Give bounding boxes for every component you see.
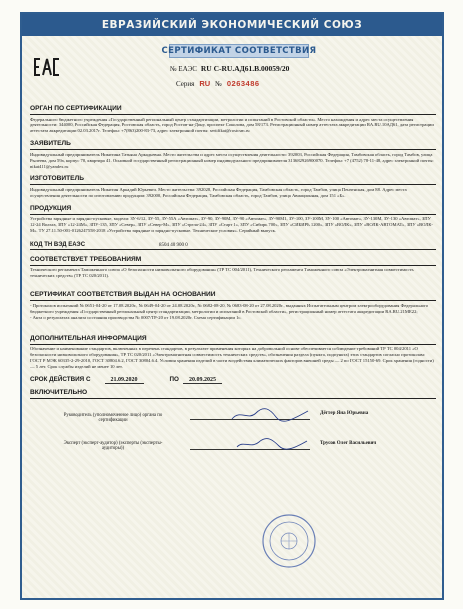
series-line [176,79,326,91]
divider [30,249,436,250]
head-signature-label: Руководитель (уполномоченное лицо) органа по сертификации [63,412,163,424]
applicant-text: Индивидуальный предприниматель Никитина Татьяна Аркадьевна. Место жительства и адрес места осуществления деятельности: 392003, Российская Федерация, Тамбовская область, город Тамбов, улица Рылеева, дом 59а, корпус 70, квартира 41. Основной государственный регистрационный номер индивидуального предпринимателя 313682926900070. Телефон: +7 (4752) 78-11-48, адрес электронной почты: nikat411@yandex.ru [30,151,434,169]
divider [30,398,436,399]
organ-text: Федерального бюджетного учреждения «Государственный региональный центр стандартизации, метрологии и испытаний в Ростовской области». Место нахождения и адрес места осуществления деятельности: 344000, Российская Федерация, Ростовская область, город Ростов-на-Дону, проспект Соколова, дом 58/173. Регистрационный номер аттестата аккредитации RA.RU.10АД61, дата регистрации аттестата аккредитации 02.03.2017г. Телефон: +7(863)200-83-73, адрес электронной почты: sertifikat@rostcsm.ru [30,116,434,134]
requirements-heading: СООТВЕТСТВУЕТ ТРЕБОВАНИЯМ [30,255,142,263]
divider [30,149,436,150]
expert-signature-scribble-icon [235,437,310,451]
divider [30,184,436,185]
seal-stamp-icon [260,512,318,570]
validity-to: 20.09.2025 [183,377,222,384]
series-prefix: № [215,80,222,88]
head-name: Дёгтер Яна Юрьевна [320,410,369,416]
registration-number: RU C-RU.АД61.В.00059/20 [200,64,290,73]
hs-code-value: 8504 40 900 0 [159,242,188,248]
validity-label: СРОК ДЕЙСТВИЯ С [30,375,91,383]
additional-text: Обозначение и наименование стандартов, включенных в перечень стандартов, в результате применения которых на добровольной основе обеспечивается соблюдение требований ТР ТС 004/2011 «О безопасности низковольтного оборудования», ТР ТС 020/2011 «Электромагнитная совместимость технических средств», обозначения раздела (пункта, подпункта) этих стандартов согласно протоколам: ГОСТ Р МЭК 60335-2-29-2010, ГОСТ 30804.6.2, ГОСТ 30804.6.4. Условия хранения изделий в части воздействия климатических факторов внешней среды — 2 по ГОСТ 15150-69. Срок хранения (годности) — 5 лет. Срок службы изделий не менее 10 лет. [30,346,434,369]
requirements-text: Технического регламента Таможенного союза «О безопасности низковольтного оборудования» (ТР ТС 004/2011), Технического регламента Таможенного союза «Электромагнитная совместимость технических средств» (ТР ТС 020/2011). [30,267,414,279]
additional-heading: ДОПОЛНИТЕЛЬНАЯ ИНФОРМАЦИЯ [30,334,147,342]
basis-heading: СЕРТИФИКАТ СООТВЕТСТВИЯ ВЫДАН НА ОСНОВАНИИ [30,291,216,299]
certificate-frame [20,12,444,600]
expert-name: Трусов Олег Васильевич [320,440,377,446]
validity-inclusive: ВКЛЮЧИТЕЛЬНО [30,388,88,396]
manufacturer-heading: ИЗГОТОВИТЕЛЬ [30,175,84,183]
divider [30,265,436,266]
series-label: Серия [176,80,195,88]
validity-from: 21.09.2020 [105,377,144,384]
signature-block [30,407,436,459]
registration-number-line [170,64,410,75]
expert-signature-label: Эксперт (эксперт-аудитор) (эксперты (эксперты-аудиторы)) [63,440,163,452]
basis-text-act: - Акта о результатах анализа состояния производства № 0007/ТР-20 от 19.08.2020г. Схема сертификации 1с. [30,314,242,320]
union-banner: ЕВРАЗИЙСКИЙ ЭКОНОМИЧЕСКИЙ СОЮЗ [22,14,442,36]
validity-to-label: ПО [169,375,179,383]
applicant-heading: ЗАЯВИТЕЛЬ [30,140,71,148]
hs-code-label: КОД ТН ВЭД ЕАЭС [30,241,86,248]
series-code: RU [199,79,211,88]
head-signature-scribble-icon [230,407,310,423]
hs-code-row [30,242,436,248]
product-heading: ПРОДУКЦИЯ [30,204,72,212]
validity-row [30,376,436,384]
series-number: 0263486 [226,79,260,88]
divider [30,114,436,115]
divider [30,344,436,345]
divider [30,300,436,301]
certificate-title: СЕРТИФИКАТ СООТВЕТСТВИЯ [161,46,317,56]
divider [30,214,436,215]
organ-heading: ОРГАН ПО СЕРТИФИКАЦИИ [30,105,122,112]
manufacturer-text: Индивидуальный предприниматель Никитин Аркадий Юрьевич. Место жительства: 392028, Российская Федерация, Тамбовская область, город Тамбов, улица Пензенская, дом 88. Адрес места осуществления деятельности по изготовлению продукции: 392000, Российская Федерация, Тамбовская область, город Тамбов, улица Авиационная, дом 151 «Б». [30,186,407,198]
eac-logo-icon [32,56,62,78]
registration-prefix: № ЕАЭС [170,65,197,73]
product-text: Устройства зарядные и зарядно-пусковые, модели: ЗУ-6/12, ЗУ-55, ЗУ-55А «Автомат», ЗУ-90, ЗУ-90М, ЗУ-90 «Автомат», ЗУ-90М1, ЗУ-100, ЗУ-100М, ЗУ-100 «Автомат», ЗУ-130М, ЗУ-130 «Автомат», ЗПУ 12-24 Вольта, ЗПУ «12-24М», ЗПУ-135, ЗПУ «Север», ЗПУ «Север-М», ЗПУ «Стрела-24», ЗПУ «Старт 1», ЗПУ «Сибирь 700», ЗПУ «СИБИРЬ 1200», ЗПУ «ВОЛК», ЗПУ «ВОЛК-АВТОМАТ», ЗПУ «ВОЛК-М». ТУ 27.11.50-001-0126247558-2018 «Устройства зарядные и зарядно-пусковые. Технические условия». Серийный выпуск. [30,216,433,234]
basis-text-protocols: - Протоколов испытаний № 0651-04-20 от 17.08.2020г., № 0649-04-20 от 24.08.2020г., № 0682-08-20, № 0683-08-20 от 27.08.2020г., выданных Испытательным центром электрооборудования Федерального бюджетного учреждения «Государственный региональный центр стандартизации, метрологии и испытаний в Ростовской области», регистрационный номер аттестата аккредитации RA.RU.21МЕ22; [30,302,429,314]
certificate-body [30,99,436,459]
